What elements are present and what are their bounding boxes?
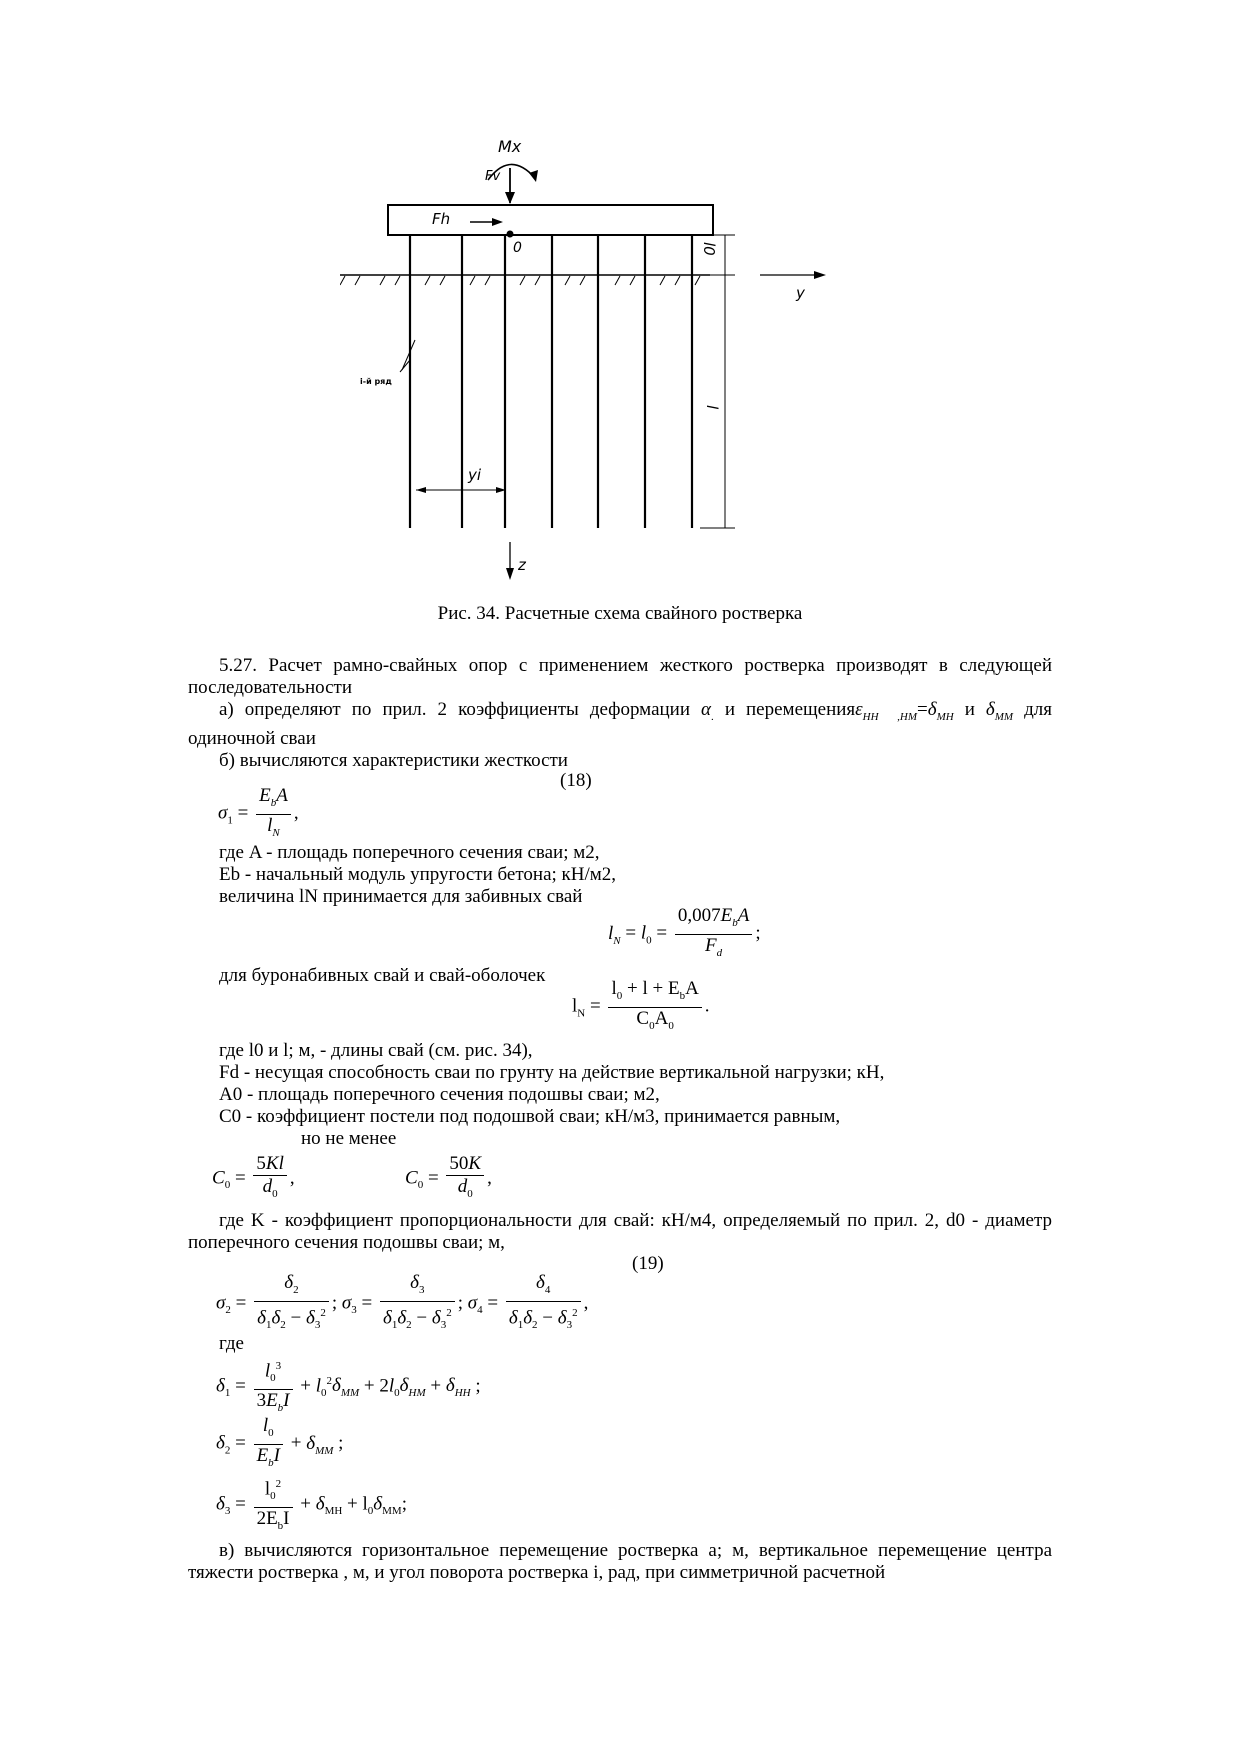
equation-number-18: (18) xyxy=(560,770,592,791)
z-label: z xyxy=(518,556,526,574)
force-h-label: Fh xyxy=(432,210,451,228)
moment-label: Mx xyxy=(498,140,522,156)
formula-delta3: $\delta_3$ = $\frac{l_0^2}{2E_bI}$ + $\delta_{MH} + l_0\delta_{MM}$; xyxy=(216,1473,407,1537)
def-K: где K - коэффициент пропорциональности для свай: кН/м4, определяемый по прил. 2, d0 - диаметр поперечного сечения подошвы сваи; м, xyxy=(188,1210,1052,1253)
force-v-arrowhead xyxy=(505,192,515,204)
formula-sigma1: $\sigma_1$ = $\frac{E_bA}{l_N}$ , xyxy=(218,785,299,839)
figure-caption: Рис. 34. Расчетные схема свайного ростверка xyxy=(437,603,803,624)
paragraph-v: в) вычисляются горизонтальное перемещение ростверка a; м, вертикальное перемещение центра тяжести ростверка , м, и угол поворота ростверка i, рад, при симметричной расчетной xyxy=(188,1540,1052,1583)
origin-label: 0 xyxy=(513,240,522,256)
row-label: i-й ряд xyxy=(360,377,392,386)
definitions-3 xyxy=(188,1040,1052,1150)
def-lN-driven: величина lN принимается для забивных свай xyxy=(219,886,583,907)
def-l0: где l0 и l; м, - длины свай (см. рис. 34), xyxy=(219,1040,533,1061)
l-label: l xyxy=(703,405,721,410)
piles xyxy=(410,235,692,528)
formula-C0-a: $C_0$ = $\frac{5Kl}{d_0}$ , xyxy=(212,1153,295,1200)
paragraph-b: б) вычисляются характеристики жесткости xyxy=(219,749,568,771)
formula-sigma2-4: $\sigma_2$ = $\frac{\delta_2}{\delta_1\delta_2 - \delta_3^2}$ ; $\sigma_3$ = $\frac{\delta_3}{\delta_1\delta_2 - \delta_3^2}$ ; $\sigma_4$ = $\frac{\delta_4}{\delta_1\delta_2 - \delta_3^2}$ , xyxy=(216,1272,589,1331)
def-C0: C0 - коэффициент постели под подошвой сваи; кН/м3, принимается равным, xyxy=(219,1106,841,1127)
formula-lN-bored: $l_N$ = $\frac{l_0 + l + E_bA}{C_0A_0}$ . xyxy=(572,978,710,1032)
definitions-4 xyxy=(188,1210,1052,1254)
paragraph-5-27: 5.27. Расчет рамно-свайных опор с применением жесткого ростверка производят в следующей последовательности xyxy=(188,655,1052,698)
yi-label: yi xyxy=(468,466,482,484)
origin-point xyxy=(507,231,514,238)
where-label: где xyxy=(219,1333,244,1354)
l0-label: l0 xyxy=(700,242,718,256)
force-v-label: Fv xyxy=(485,169,501,184)
def-A0: A0 - площадь поперечного сечения подошвы сваи; м2, xyxy=(219,1084,660,1105)
pile-grillage-diagram xyxy=(340,140,940,590)
formula-C0-b: $C_0$ = $\frac{50K}{d_0}$ , xyxy=(405,1153,492,1200)
definitions-1 xyxy=(188,842,1052,908)
y-label: y xyxy=(796,284,805,302)
def-A: где A - площадь поперечного сечения сваи; м2, xyxy=(219,842,600,863)
not-less: но не менее xyxy=(301,1128,397,1149)
formula-lN-driven: $l_N = l_0$ = $\frac{0,007E_bA}{F_d}$ ; xyxy=(608,905,761,959)
bored-piles: для буронабивных свай и свай-оболочек xyxy=(219,965,546,986)
formula-delta2: $\delta_2$ = $\frac{l_0}{E_bI}$ + $\delta_{MM}$ ; xyxy=(216,1415,344,1469)
section-5-27 xyxy=(188,655,1052,772)
paragraph-a: а) определяют по прил. 2 коэффициенты деформации $\alpha_.$ и перемещенияε$_{НН}$ $_{,НМ}=\delta_{МН}$ и $\delta_{ММ}$ для одиночной сваи xyxy=(188,699,1053,749)
formula-delta1: $\delta_1$ = $\frac{l_0^3}{3E_bI}$ + $l_0^2\delta_{MM} + 2l_0\delta_{HM} + \delta_{HH}$ ; xyxy=(216,1355,481,1419)
section-v xyxy=(188,1540,1052,1584)
equation-number-19: (19) xyxy=(632,1253,664,1274)
def-Eb: Eb - начальный модуль упругости бетона; кН/м2, xyxy=(219,864,617,885)
def-Fd: Fd - несущая способность сваи по грунту на действие вертикальной нагрузки; кН, xyxy=(219,1062,885,1083)
